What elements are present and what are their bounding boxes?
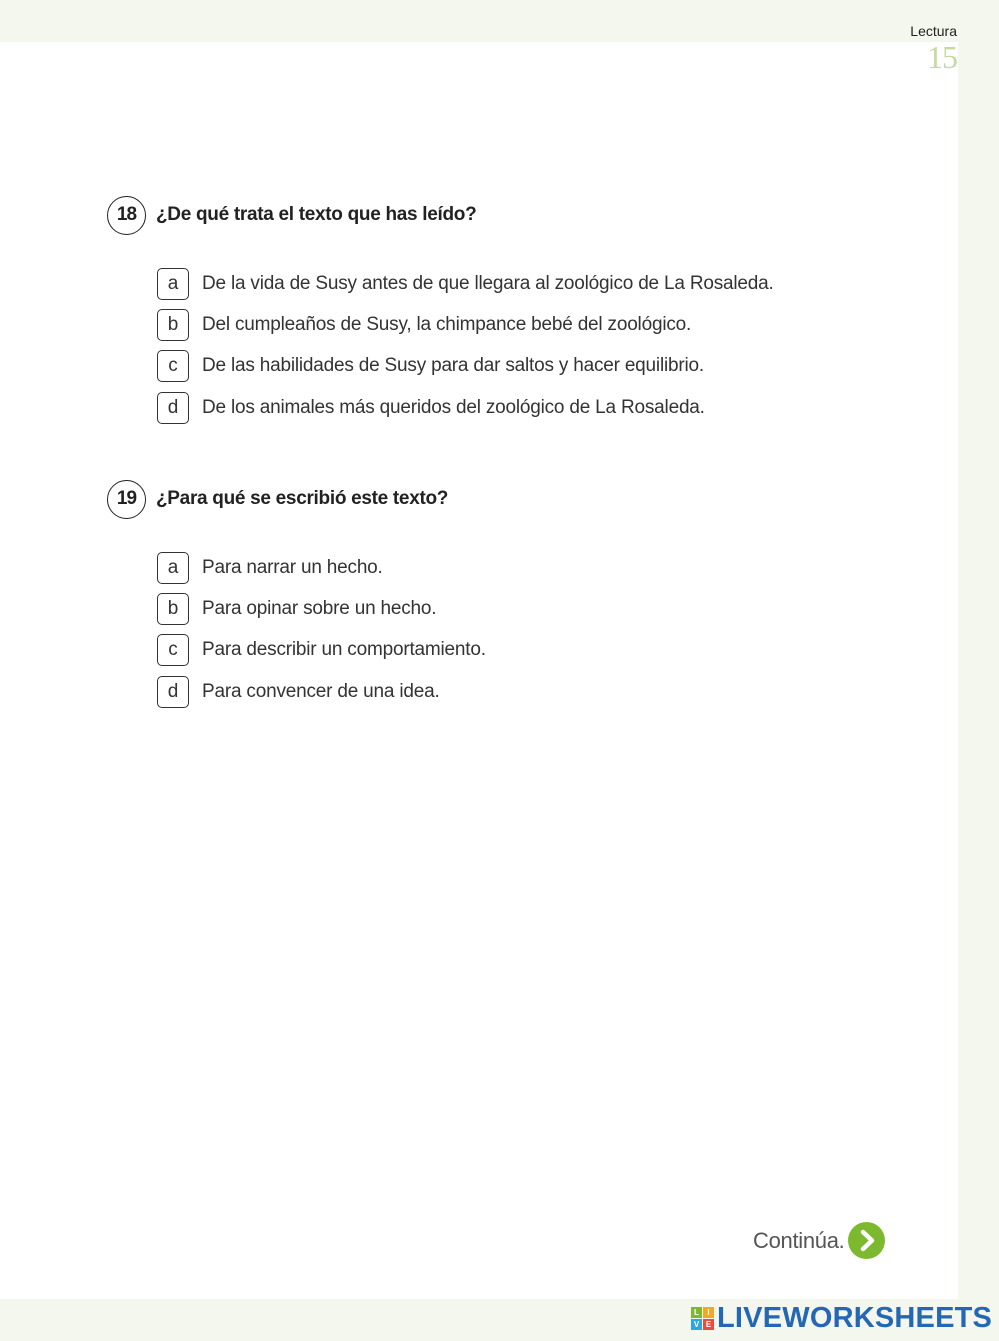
option-text: Para describir un comportamiento.: [202, 639, 486, 661]
logo-letter: L: [691, 1307, 702, 1318]
option-text: Para opinar sobre un hecho.: [202, 597, 437, 619]
option-a[interactable]: [157, 547, 486, 588]
option-letter-box[interactable]: d: [157, 392, 189, 424]
question-text: ¿Para qué se escribió este texto?: [156, 488, 449, 509]
option-letter-box[interactable]: a: [157, 268, 189, 300]
continue-label: Continúa.: [753, 1227, 845, 1253]
logo-letter: V: [691, 1319, 702, 1330]
section-label: Lectura: [910, 23, 957, 39]
logo-letter: E: [703, 1319, 714, 1330]
logo-mark: [691, 1307, 714, 1330]
option-c[interactable]: [157, 346, 774, 387]
option-letter-box[interactable]: c: [157, 350, 189, 382]
question-19: [107, 479, 448, 519]
option-text: De las habilidades de Susy para dar saltos y hacer equilibrio.: [202, 355, 704, 377]
option-d[interactable]: [157, 671, 486, 712]
question-18: [107, 195, 476, 235]
question-18-options: [157, 263, 774, 428]
option-letter-box[interactable]: d: [157, 676, 189, 708]
option-b[interactable]: [157, 588, 486, 629]
continue-link[interactable]: [753, 1222, 885, 1259]
chevron-right-icon[interactable]: [848, 1222, 885, 1259]
option-text: Del cumpleaños de Susy, la chimpance bebé del zoológico.: [202, 313, 692, 335]
option-letter-box[interactable]: b: [157, 593, 189, 625]
question-text: ¿De qué trata el texto que has leído?: [156, 204, 477, 225]
liveworksheets-logo: [691, 1302, 992, 1335]
question-number: 18: [107, 196, 146, 235]
option-text: Para convencer de una idea.: [202, 680, 440, 702]
option-c[interactable]: [157, 630, 486, 671]
option-d[interactable]: [157, 387, 774, 428]
option-letter-box[interactable]: b: [157, 309, 189, 341]
option-text: De los animales más queridos del zoológico de La Rosaleda.: [202, 396, 705, 418]
page-header: [910, 22, 957, 73]
option-letter-box[interactable]: a: [157, 552, 189, 584]
option-a[interactable]: [157, 263, 774, 304]
logo-letter: I: [703, 1307, 714, 1318]
option-text: De la vida de Susy antes de que llegara al zoológico de La Rosaleda.: [202, 272, 774, 294]
logo-text: LIVEWORKSHEETS: [717, 1302, 993, 1334]
option-letter-box[interactable]: c: [157, 634, 189, 666]
question-number: 19: [107, 480, 146, 519]
option-text: Para narrar un hecho.: [202, 556, 383, 578]
page-number: 15: [927, 39, 957, 75]
option-b[interactable]: [157, 304, 774, 345]
question-19-options: [157, 547, 486, 712]
